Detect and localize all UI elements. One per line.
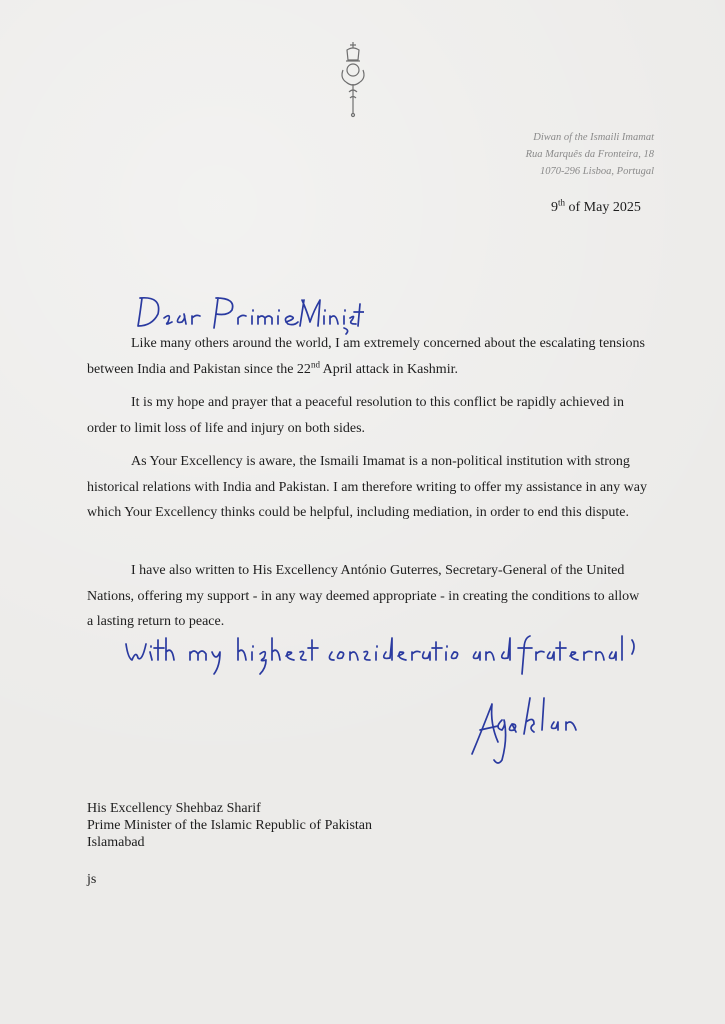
paragraph-1-end: April attack in Kashmir. bbox=[319, 361, 458, 377]
paragraph-4-text: I have also written to His Excellency António Guterres, Secretary-General of the United Nations, offering my support - in any way deemed appropriate - in creating the conditions to allow a lasting return to peace. bbox=[87, 563, 640, 629]
paragraph-4 bbox=[87, 558, 647, 635]
recipient-city: Islamabad bbox=[87, 835, 145, 850]
typist-initials: js bbox=[87, 872, 97, 887]
paragraph-3 bbox=[87, 449, 647, 526]
letter-date bbox=[551, 197, 641, 216]
imamat-crest-icon bbox=[338, 40, 368, 118]
date-day: 9 bbox=[551, 200, 558, 215]
address-line: 1070-296 Lisboa, Portugal bbox=[539, 166, 654, 177]
date-rest: of May 2025 bbox=[568, 200, 641, 215]
paragraph-1-text: Like many others around the world, I am extremely concerned about the escalating tensions between India and Pakistan since the 22 bbox=[87, 336, 645, 377]
date-suffix: th bbox=[558, 197, 566, 208]
recipient-name: His Excellency Shehbaz Sharif bbox=[87, 801, 261, 816]
paragraph-3-text: As Your Excellency is aware, the Ismaili Imamat is a non-political institution with strong historical relations with India and Pakistan. I am therefore writing to offer my assistance in any way which Your Excellency thinks could be helpful, including mediation, in order to end this dispute. bbox=[87, 454, 647, 520]
paragraph-2 bbox=[87, 390, 647, 441]
paragraph-1 bbox=[87, 331, 647, 382]
address-line: Diwan of the Ismaili Imamat bbox=[533, 132, 654, 143]
address-line: Rua Marquês da Fronteira, 18 bbox=[525, 149, 654, 160]
letterhead-address bbox=[526, 129, 654, 180]
ordinal-suffix: nd bbox=[310, 358, 320, 369]
handwritten-closing bbox=[120, 630, 645, 680]
handwritten-signature bbox=[468, 690, 588, 770]
paragraph-2-text: It is my hope and prayer that a peaceful resolution to this conflict be rapidly achieved in order to limit loss of life and injury on both sides. bbox=[87, 395, 624, 436]
recipient-block bbox=[87, 800, 372, 851]
recipient-title: Prime Minister of the Islamic Republic of Pakistan bbox=[87, 818, 373, 833]
